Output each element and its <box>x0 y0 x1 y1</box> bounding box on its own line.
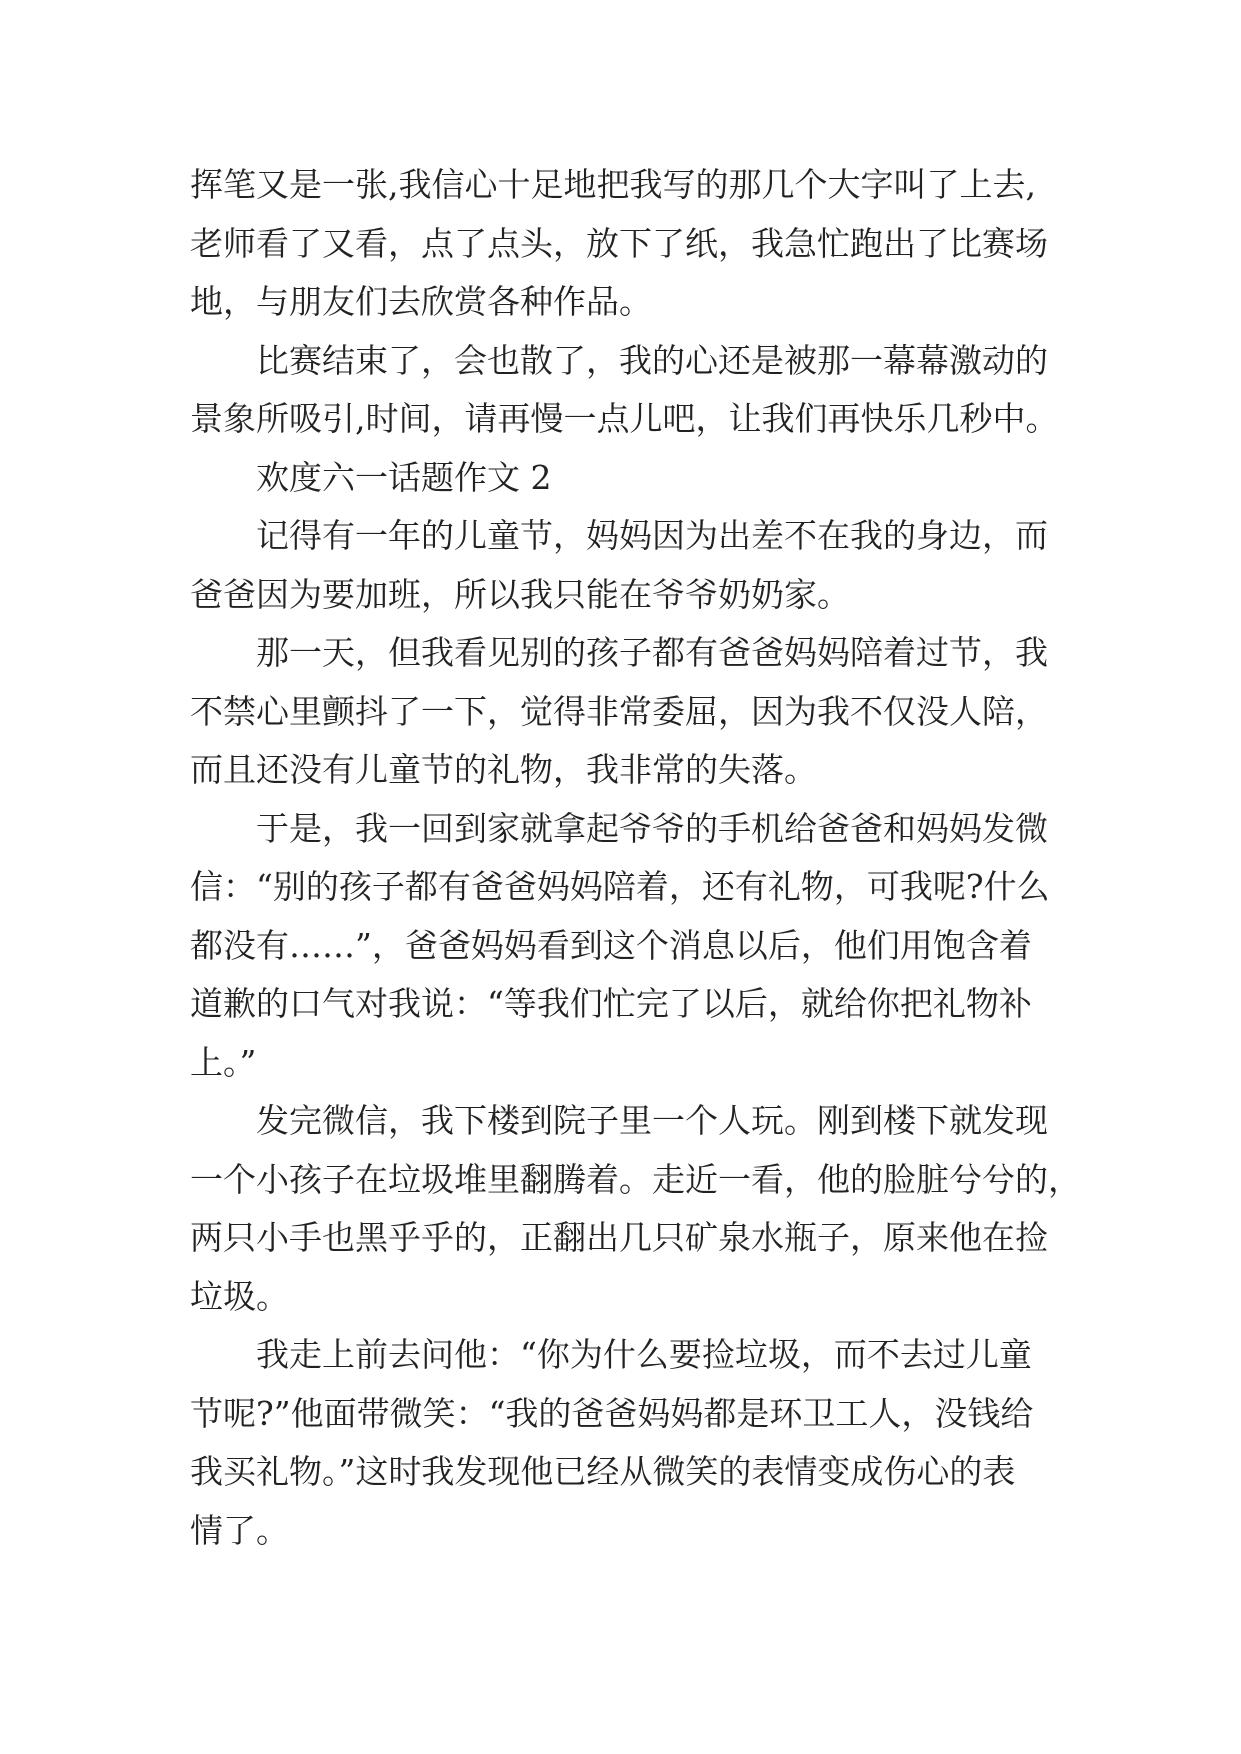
text-line: 而且还没有儿童节的礼物，我非常的失落。 <box>190 750 817 789</box>
text-line: 信：“别的孩子都有爸爸妈妈陪着，还有礼物，可我呢?什么 <box>190 867 1050 906</box>
text-line: 我买礼物。”这时我发现他已经从微笑的表情变成伤心的表 <box>190 1452 1016 1491</box>
text-line: 节呢?”他面带微笑：“我的爸爸妈妈都是环卫工人，没钱给 <box>190 1393 1034 1433</box>
text-line: 情了。 <box>190 1510 289 1550</box>
text-line: 发完微信，我下楼到院子里一个人玩。刚到楼下就发现 <box>256 1101 1048 1140</box>
text-line: 于是，我一回到家就拿起爷爷的手机给爸爸和妈妈发微 <box>256 808 1048 848</box>
text-line: 两只小手也黑乎乎的，正翻出几只矿泉水瓶子，原来他在捡 <box>190 1218 1048 1257</box>
text-line: 一个小孩子在垃圾堆里翻腾着。走近一看，他的脸脏兮兮的， <box>190 1159 1081 1199</box>
text-line: 欢度六一话题作文 2 <box>256 457 552 497</box>
text-line: 记得有一年的儿童节，妈妈因为出差不在我的身边，而 <box>256 516 1048 555</box>
text-line: 都没有……”，爸爸妈妈看到这个消息以后，他们用饱含着 <box>190 925 1032 965</box>
text-line: 挥笔又是一张,我信心十足地把我写的那几个大字叫了上去, <box>190 165 1036 204</box>
text-line: 景象所吸引,时间，请再慢一点儿吧，让我们再快乐几秒中。 <box>190 399 1059 438</box>
text-line: 不禁心里颤抖了一下，觉得非常委屈，因为我不仅没人陪， <box>190 691 1048 731</box>
text-line: 垃圾。 <box>190 1276 289 1316</box>
text-line: 道歉的口气对我说：“等我们忙完了以后，就给你把礼物补 <box>190 984 1032 1023</box>
text-line: 老师看了又看，点了点头，放下了纸，我急忙跑出了比赛场 <box>190 223 1048 263</box>
text-line: 地，与朋友们去欣赏各种作品。 <box>190 282 652 321</box>
text-line: 我走上前去问他：“你为什么要捡垃圾，而不去过儿童 <box>256 1335 1032 1374</box>
text-line: 比赛结束了，会也散了，我的心还是被那一幕幕激动的 <box>256 340 1048 380</box>
document-body <box>190 156 1090 1560</box>
text-line: 爸爸因为要加班，所以我只能在爷爷奶奶家。 <box>190 574 850 614</box>
text-line: 上。” <box>190 1042 257 1082</box>
text-line: 那一天，但我看见别的孩子都有爸爸妈妈陪着过节，我 <box>256 633 1048 672</box>
